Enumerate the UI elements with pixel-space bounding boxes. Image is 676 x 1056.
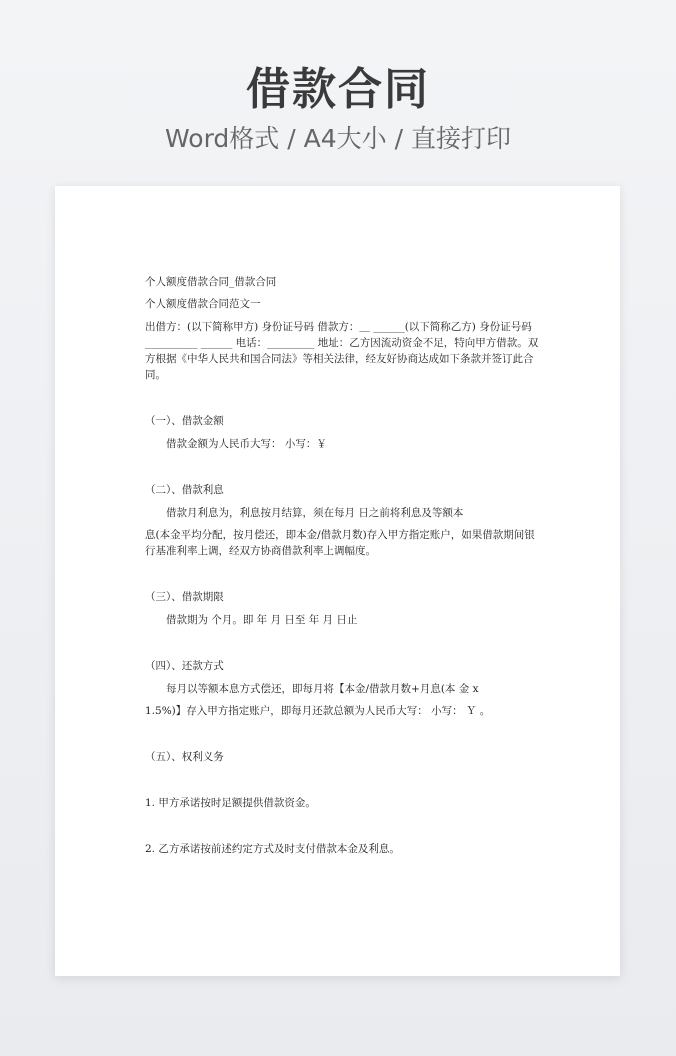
doc-heading-line: 个人额度借款合同_借款合同 <box>145 276 277 288</box>
section-4-body-line1: 每月以等额本息方式偿还，即每月将【本金/借款月数+月息(本 金 x <box>166 683 479 695</box>
document-paper <box>55 186 620 976</box>
page-subtitle: Word格式 / A4大小 / 直接打印 <box>165 124 511 153</box>
section-2-title: （二）、借款利息 <box>145 484 224 496</box>
section-2-body-line1: 借款月利息为，利息按月结算，须在每月 日之前将利息及等额本 <box>166 507 464 519</box>
section-5-title: （五）、权利义务 <box>145 751 224 763</box>
document-body <box>145 274 541 857</box>
duty-item-1: 1. 甲方承诺按时足额提供借款资金。 <box>145 797 316 809</box>
doc-intro-paragraph: 出借方：(以下简称甲方) 身份证号码 借款方：＿ ______(以下简称乙方) 身份证号码 __________ ______ 电话：_________ 地址：乙方因流动资金不足，特向甲方借款。双方根据《中华人民共和国合同法》等相关法律，经友好协商达成如下条款并签订此合同。 <box>145 321 539 381</box>
section-1-body: 借款金额为人民币大写： 小写：￥ <box>166 438 327 450</box>
duty-item-2: 2. 乙方承诺按前述约定方式及时支付借款本金及利息。 <box>145 843 400 855</box>
section-3-title: （三）、借款期限 <box>145 591 224 603</box>
section-4-body-line2: 1.5%)】存入甲方指定账户，即每月还款总额为人民币大写： 小写： Ｙ 。 <box>145 705 491 717</box>
page-header <box>0 62 676 156</box>
section-4-title: （四）、还款方式 <box>145 660 224 672</box>
section-2-body-line2: 息(本金平均分配，按月偿还，即本金/借款月数)存入甲方指定账户，如果借款期间银行基准利率上调，经双方协商借款利率上调幅度。 <box>145 529 535 557</box>
section-3-body: 借款期为 个月。即 年 月 日至 年 月 日止 <box>166 614 358 626</box>
doc-subheading-line: 个人额度借款合同范文一 <box>145 298 261 310</box>
page-title: 借款合同 <box>246 64 430 115</box>
section-1-title: （一）、借款金额 <box>145 415 224 427</box>
